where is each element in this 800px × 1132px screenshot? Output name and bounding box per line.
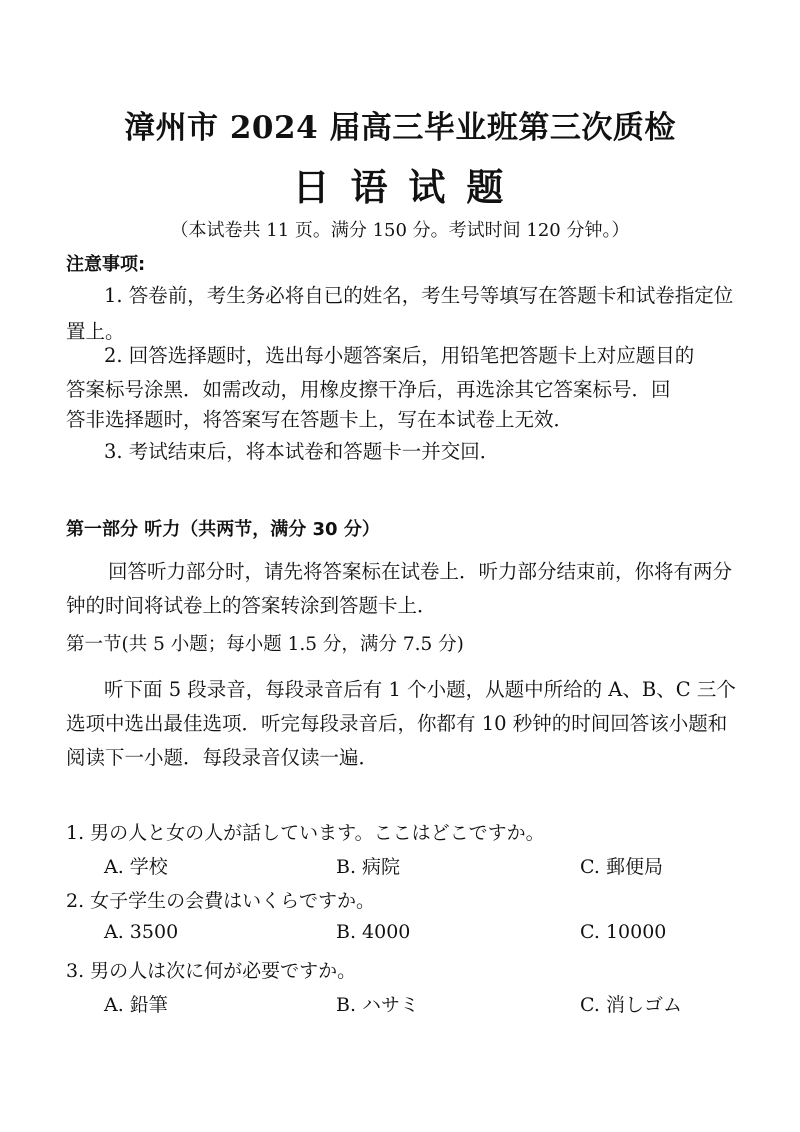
option-a: A. 学校	[104, 856, 168, 878]
note-line: 2. 回答选择题时，选出每小题答案后，用铅笔把答题卡上对应题目的	[104, 344, 695, 367]
question-text: 1. 男の人と女の人が話しています。ここはどこですか。	[66, 822, 545, 844]
question-text: 2. 女子学生の会費はいくらですか。	[66, 890, 375, 912]
note-line: 1. 答卷前，考生务必将自已的姓名，考生号等填写在答题卡和试卷指定位	[104, 284, 734, 307]
option-c: C. 郵便局	[580, 856, 663, 878]
intro-line: 回答听力部分时，请先将答案标在试卷上．听力部分结束前，你将有两分	[108, 560, 733, 583]
note-line: 置上。	[66, 320, 125, 343]
subject-title: 日 语 试 题	[292, 166, 508, 209]
section1-heading: 第一节(共 5 小题；每小题 1.5 分，满分 7.5 分)	[66, 634, 464, 655]
option-b: B. 病院	[336, 856, 401, 878]
option-b: B. ハサミ	[336, 994, 420, 1016]
option-b: B. 4000	[336, 921, 411, 943]
section1-line: 阅读下一小题．每段录音仅读一遍．	[66, 746, 379, 769]
intro-line: 钟的时间将试卷上的答案转涂到答题卡上．	[66, 594, 437, 617]
note-line: 3. 考试结束后，将本试卷和答题卡一并交回．	[104, 440, 500, 463]
part1-heading: 第一部分 听力（共两节，满分 30 分）	[66, 519, 380, 540]
option-c: C. 消しゴム	[580, 994, 682, 1016]
option-a: A. 鉛筆	[104, 994, 168, 1016]
option-c: C. 10000	[580, 921, 667, 943]
question-text: 3. 男の人は次に何が必要ですか。	[66, 960, 357, 982]
section1-line: 听下面 5 段录音，每段录音后有 1 个小题，从题中所给的 A、B、C 三个	[104, 678, 736, 701]
note-line: 答案标号涂黑．如需改动，用橡皮擦干净后，再选涂其它答案标号．回	[66, 378, 671, 401]
note-line: 答非选择题时，将答案写在答题卡上，写在本试卷上无效．	[66, 408, 574, 431]
notes-heading: 注意事项:	[66, 254, 146, 275]
option-a: A. 3500	[104, 921, 179, 943]
section1-line: 选项中选出最佳选项．听完每段录音后，你都有 10 秒钟的时间回答该小题和	[66, 712, 728, 735]
exam-title: 漳州市 2024 届高三毕业班第三次质检	[124, 110, 676, 146]
exam-info: （本试卷共 11 页。满分 150 分。考试时间 120 分钟。）	[170, 220, 630, 241]
